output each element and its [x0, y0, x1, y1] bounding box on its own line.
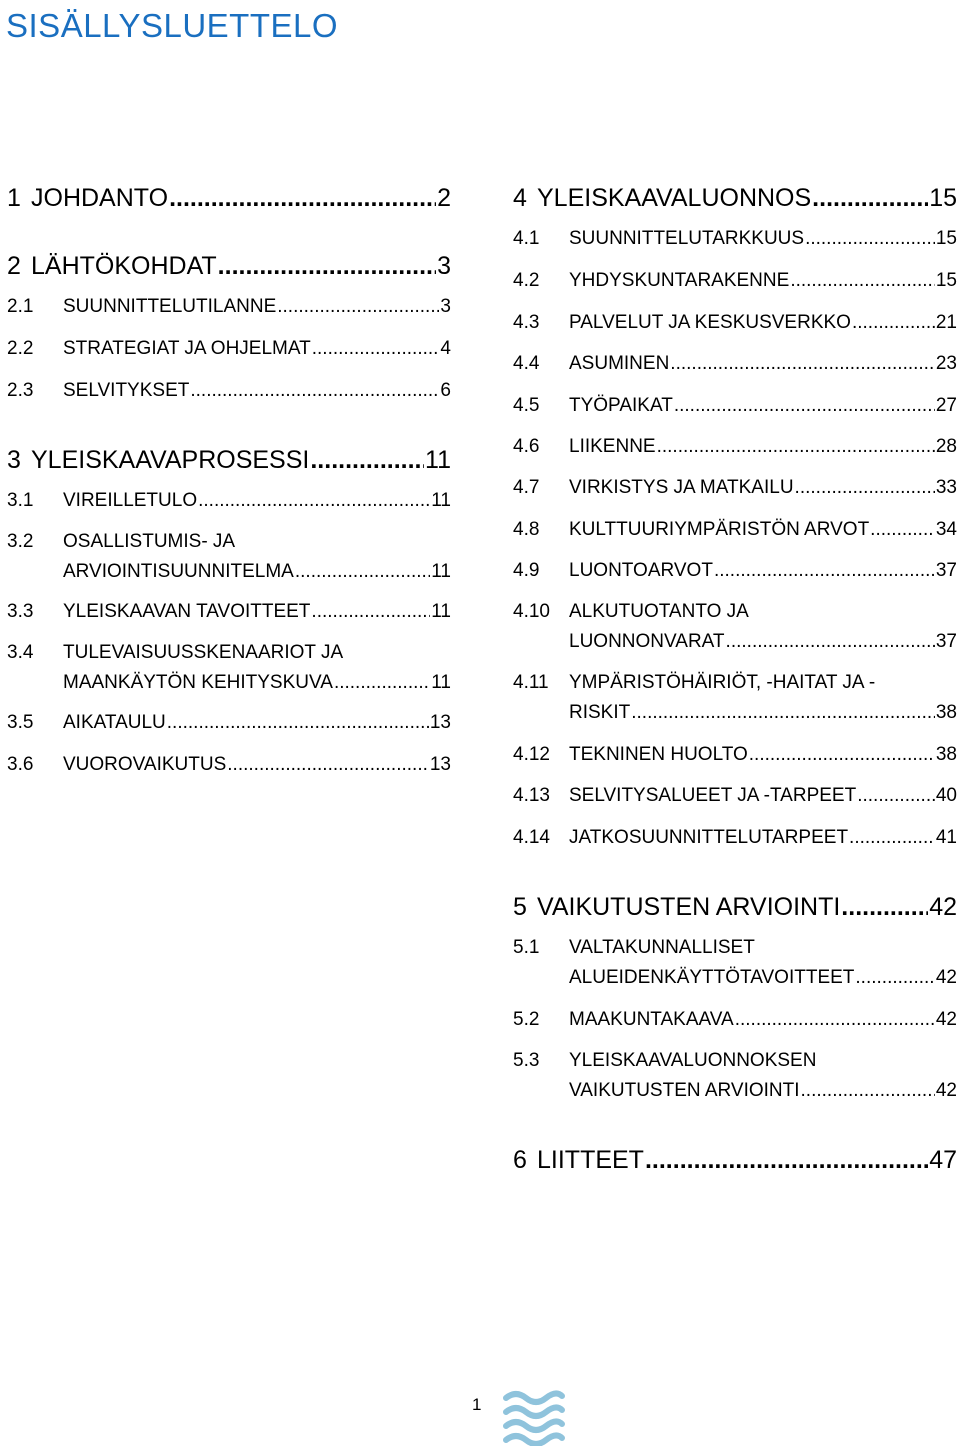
dot-leader	[855, 963, 934, 993]
toc-entry-title: SELVITYKSET	[63, 380, 190, 401]
toc-entry-line	[569, 556, 957, 586]
toc-entry-title: TULEVAISUUSSKENAARIOT JA	[63, 642, 344, 663]
toc-entry-line	[569, 781, 957, 811]
toc-entry-page: 15	[929, 184, 957, 212]
toc-entry-line	[63, 750, 451, 780]
toc-entry-body	[569, 224, 957, 254]
toc-entry-line	[569, 1076, 957, 1106]
toc-entry-number: 4.9	[513, 560, 540, 581]
page-title: SISÄLLYSLUETTELO	[6, 7, 339, 44]
dot-leader	[726, 627, 935, 657]
toc-entry-page: 4	[440, 338, 451, 359]
toc-entry-body	[569, 391, 957, 421]
toc-entry-title: AIKATAULU	[63, 712, 166, 733]
toc-entry-title: STRATEGIAT JA OHJELMAT	[63, 338, 311, 359]
toc-entry-title: LIIKENNE	[569, 436, 656, 457]
toc-entry-line	[569, 432, 957, 462]
toc-entry-page: 41	[935, 827, 957, 848]
toc-entry-page: 11	[431, 561, 451, 582]
toc-entry-line	[569, 1046, 957, 1076]
toc-entry-page: 42	[929, 893, 957, 921]
toc-entry-title: LÄHTÖKOHDAT	[31, 252, 217, 280]
toc-entry-title: YMPÄRISTÖHÄIRIÖT, -HAITAT JA -	[569, 672, 876, 693]
toc-entry-title: JATKOSUUNNITTELUTARPEET	[569, 827, 849, 848]
toc-entry-number: 2.1	[7, 296, 34, 317]
toc-entry-page: 37	[935, 560, 957, 581]
toc-entry-body	[569, 1005, 957, 1035]
dot-leader	[670, 349, 935, 379]
toc-entry-page: 15	[935, 228, 957, 249]
toc-entry-title: ALUEIDENKÄYTTÖTAVOITTEET	[569, 967, 855, 988]
toc-entry-title: YLEISKAAVALUONNOS	[537, 184, 812, 212]
dot-leader	[812, 183, 928, 213]
toc-entry-page: 21	[935, 312, 957, 333]
toc-entry-line	[569, 391, 957, 421]
toc-entry-line	[63, 527, 451, 557]
dot-leader	[311, 597, 430, 627]
toc-entry-title: OSALLISTUMIS- JA	[63, 531, 236, 552]
toc-entry-line	[569, 597, 957, 627]
toc-entry-number: 2	[7, 252, 21, 280]
toc-entry-page: 40	[935, 785, 957, 806]
toc-entry-body	[31, 251, 451, 281]
wave-logo-icon	[500, 1386, 566, 1446]
toc-entry-line	[569, 740, 957, 770]
toc-entry-number: 4.5	[513, 395, 540, 416]
toc-entry-title: YLEISKAAVAN TAVOITTEET	[63, 601, 311, 622]
toc-entry-body	[63, 292, 451, 322]
dot-leader	[169, 183, 436, 213]
toc-entry-body	[569, 473, 957, 503]
toc-entry-title: LIITTEET	[537, 1146, 644, 1174]
toc-entry-line	[63, 334, 451, 364]
toc-entry-body	[537, 892, 957, 922]
dot-leader	[218, 251, 436, 281]
toc-entry-title: YLEISKAAVALUONNOKSEN	[569, 1050, 817, 1071]
toc-entry-line	[63, 557, 451, 587]
wave-logo-stroke-2	[506, 1407, 562, 1416]
toc-entry-body	[569, 823, 957, 853]
toc-entry-number: 3.3	[7, 601, 34, 622]
dot-leader	[227, 750, 429, 780]
dot-leader	[749, 740, 935, 770]
dot-leader	[674, 391, 935, 421]
toc-entry-number: 5.2	[513, 1009, 540, 1030]
toc-entry-body	[569, 597, 957, 657]
toc-entry-title: ALKUTUOTANTO JA	[569, 601, 749, 622]
toc-entry-number: 5.3	[513, 1050, 540, 1071]
toc-entry-number: 4.12	[513, 744, 550, 765]
toc-entry-line	[537, 183, 957, 213]
toc-entry-title: JOHDANTO	[31, 184, 169, 212]
toc-entry-title: PALVELUT JA KESKUSVERKKO	[569, 312, 851, 333]
toc-entry-line	[569, 349, 957, 379]
toc-entry-page: 15	[935, 270, 957, 291]
dot-leader	[310, 445, 424, 475]
toc-entry-number: 3.5	[7, 712, 34, 733]
toc-entry-line	[63, 638, 451, 668]
toc-entry-body	[537, 183, 957, 213]
toc-entry-body	[569, 515, 957, 545]
toc-entry-number: 4.7	[513, 477, 540, 498]
toc-entry-number: 5	[513, 893, 527, 921]
toc-entry-number: 4.14	[513, 827, 550, 848]
dot-leader	[849, 823, 935, 853]
toc-entry-line	[537, 1145, 957, 1175]
dot-leader	[795, 473, 935, 503]
toc-entry-line	[63, 486, 451, 516]
toc-entry-page: 28	[935, 436, 957, 457]
dot-leader	[870, 515, 935, 545]
toc-entry-title: VAIKUTUSTEN ARVIOINTI	[569, 1080, 800, 1101]
toc-entry-line	[31, 251, 451, 281]
toc-entry-page: 2	[437, 184, 451, 212]
toc-entry-title: SUUNNITTELUTARKKUUS	[569, 228, 805, 249]
wave-logo-stroke-4	[506, 1435, 562, 1444]
toc-entry-title: TEKNINEN HUOLTO	[569, 744, 748, 765]
toc-entry-line	[569, 933, 957, 963]
toc-entry-body	[569, 740, 957, 770]
toc-entry-title: TYÖPAIKAT	[569, 395, 673, 416]
toc-entry-page: 13	[429, 754, 451, 775]
toc-entry-line	[569, 668, 957, 698]
toc-entry-page: 38	[935, 744, 957, 765]
dot-leader	[631, 698, 935, 728]
dot-leader	[277, 292, 439, 322]
toc-entry-title: SUUNNITTELUTILANNE	[63, 296, 277, 317]
toc-entry-page: 23	[935, 353, 957, 374]
toc-entry-body	[537, 1145, 957, 1175]
toc-entry-title: RISKIT	[569, 702, 631, 723]
toc-entry-title: LUONNONVARAT	[569, 631, 725, 652]
toc-entry-title: MAANKÄYTÖN KEHITYSKUVA	[63, 672, 333, 693]
toc-entry-number: 2.3	[7, 380, 34, 401]
toc-entry-page: 38	[935, 702, 957, 723]
toc-entry-line	[569, 308, 957, 338]
dot-leader	[857, 781, 935, 811]
toc-entry-page: 37	[935, 631, 957, 652]
toc-entry-number: 4.4	[513, 353, 540, 374]
toc-entry-line	[569, 823, 957, 853]
toc-entry-number: 4.11	[513, 672, 549, 693]
toc-entry-title: VIREILLETULO	[63, 490, 198, 511]
toc-entry-title: VIRKISTYS JA MATKAILU	[569, 477, 794, 498]
wave-logo-stroke-3	[506, 1421, 562, 1430]
toc-entry-title: LUONTOARVOT	[569, 560, 713, 581]
toc-entry-body	[63, 638, 451, 698]
toc-entry-line	[31, 183, 451, 213]
toc-entry-line	[63, 668, 451, 698]
toc-entry-page: 33	[935, 477, 957, 498]
toc-entry-page: 3	[440, 296, 451, 317]
toc-entry-title: ARVIOINTISUUNNITELMA	[63, 561, 294, 582]
toc-entry-body	[569, 556, 957, 586]
toc-entry-page: 11	[431, 490, 451, 511]
toc-entry-body	[63, 486, 451, 516]
toc-entry-number: 4.6	[513, 436, 540, 457]
toc-entry-body	[569, 1046, 957, 1106]
dot-leader	[790, 266, 935, 296]
toc-entry-line	[569, 224, 957, 254]
toc-entry-number: 3.2	[7, 531, 34, 552]
toc-entry-page: 6	[440, 380, 451, 401]
toc-entry-number: 3.4	[7, 642, 34, 663]
toc-entry-page: 11	[425, 446, 451, 474]
toc-entry-line	[63, 376, 451, 406]
toc-entry-body	[569, 933, 957, 993]
toc-entry-body	[63, 376, 451, 406]
toc-entry-body	[63, 750, 451, 780]
toc-entry-title: SELVITYSALUEET JA -TARPEET	[569, 785, 857, 806]
dot-leader	[801, 1076, 935, 1106]
toc-entry-line	[569, 698, 957, 728]
toc-entry-title: VAIKUTUSTEN ARVIOINTI	[537, 893, 841, 921]
toc-entry-number: 4.3	[513, 312, 540, 333]
toc-entry-page: 42	[935, 1009, 957, 1030]
toc-entry-page: 3	[437, 252, 451, 280]
toc-entry-line	[569, 473, 957, 503]
dot-leader	[735, 1005, 935, 1035]
toc-entry-number: 4	[513, 184, 527, 212]
toc-entry-body	[63, 597, 451, 627]
toc-entry-number: 4.13	[513, 785, 550, 806]
toc-entry-line	[569, 515, 957, 545]
dot-leader	[312, 334, 440, 364]
toc-entry-page: 11	[431, 672, 451, 693]
dot-leader	[805, 224, 935, 254]
toc-entry-body	[63, 708, 451, 738]
toc-entry-line	[63, 292, 451, 322]
dot-leader	[714, 556, 935, 586]
dot-leader	[657, 432, 935, 462]
toc-entry-body	[63, 334, 451, 364]
toc-entry-page: 11	[431, 601, 451, 622]
toc-entry-body	[569, 349, 957, 379]
toc-entry-line	[569, 1005, 957, 1035]
toc-entry-title: MAAKUNTAKAAVA	[569, 1009, 734, 1030]
toc-entry-number: 4.8	[513, 519, 540, 540]
toc-entry-number: 4.2	[513, 270, 540, 291]
toc-entry-number: 3.6	[7, 754, 34, 775]
toc-entry-page: 47	[929, 1146, 957, 1174]
page-number: 1	[472, 1395, 482, 1414]
toc-entry-line	[63, 597, 451, 627]
toc-entry-number: 3.1	[7, 490, 34, 511]
toc-entry-body	[63, 527, 451, 587]
dot-leader	[841, 892, 928, 922]
toc-entry-line	[537, 892, 957, 922]
toc-entry-page: 27	[935, 395, 957, 416]
dot-leader	[198, 486, 430, 516]
dot-leader	[167, 708, 429, 738]
toc-entry-number: 2.2	[7, 338, 34, 359]
toc-entry-page: 42	[935, 967, 957, 988]
toc-entry-title: YLEISKAAVAPROSESSI	[31, 446, 310, 474]
toc-entry-title: VUOROVAIKUTUS	[63, 754, 227, 775]
wave-logo-stroke-1	[506, 1393, 562, 1402]
toc-entry-line	[31, 445, 451, 475]
dot-leader	[852, 308, 935, 338]
toc-entry-line	[569, 627, 957, 657]
toc-entry-number: 5.1	[513, 937, 540, 958]
toc-entry-body	[31, 445, 451, 475]
dot-leader	[190, 376, 439, 406]
toc-entry-body	[569, 266, 957, 296]
toc-entry-number: 1	[7, 184, 21, 212]
dot-leader	[645, 1145, 928, 1175]
toc-entry-page: 42	[935, 1080, 957, 1101]
toc-entry-body	[569, 308, 957, 338]
toc-entry-line	[569, 963, 957, 993]
toc-entry-page: 13	[429, 712, 451, 733]
dot-leader	[334, 668, 430, 698]
toc-entry-body	[569, 668, 957, 728]
toc-entry-page: 34	[935, 519, 957, 540]
toc-entry-body	[31, 183, 451, 213]
toc-entry-line	[63, 708, 451, 738]
toc-entry-number: 6	[513, 1146, 527, 1174]
toc-entry-title: YHDYSKUNTARAKENNE	[569, 270, 790, 291]
toc-entry-body	[569, 781, 957, 811]
toc-entry-number: 4.10	[513, 601, 550, 622]
toc-entry-body	[569, 432, 957, 462]
toc-entry-title: VALTAKUNNALLISET	[569, 937, 755, 958]
toc-entry-title: KULTTUURIYMPÄRISTÖN ARVOT	[569, 519, 870, 540]
toc-entry-line	[569, 266, 957, 296]
toc-entry-title: ASUMINEN	[569, 353, 670, 374]
dot-leader	[295, 557, 430, 587]
toc-entry-number: 4.1	[513, 228, 540, 249]
toc-entry-number: 3	[7, 446, 21, 474]
